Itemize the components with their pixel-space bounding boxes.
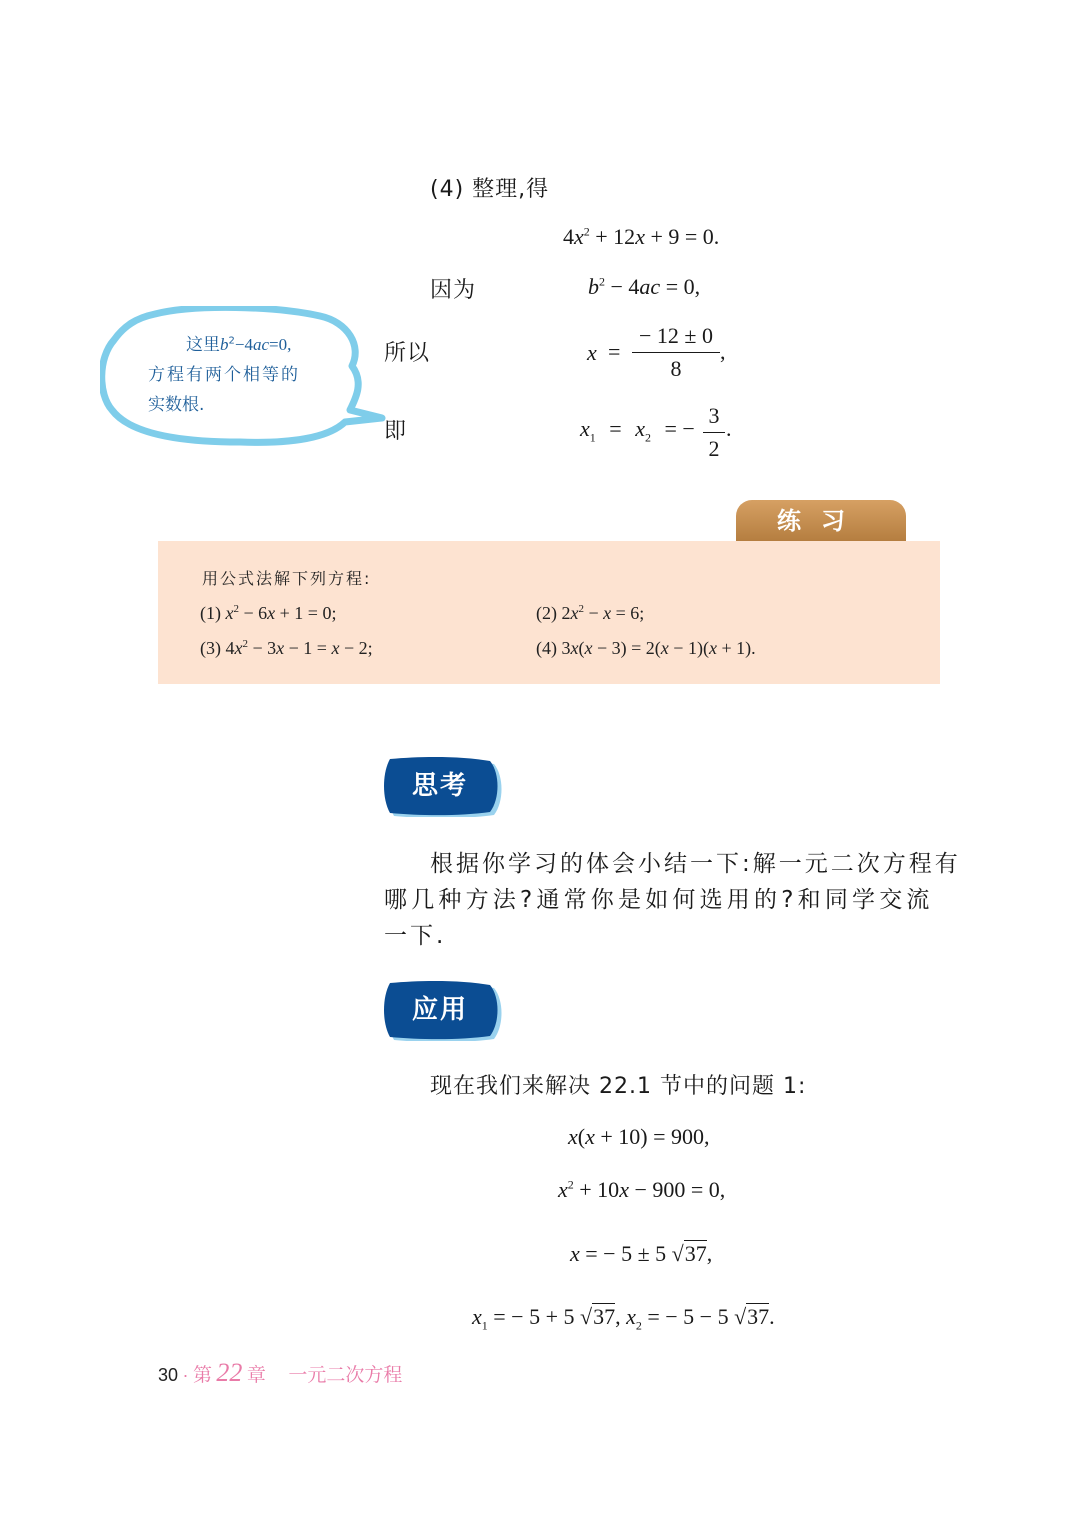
bubble-line-2: 方程有两个相等的: [148, 365, 300, 385]
quadratic-fraction: [632, 323, 720, 382]
ie-label: 即: [384, 419, 408, 444]
step4-heading: (4) 整理,得: [430, 177, 550, 202]
apply-intro: 现在我们来解决 22.1 节中的问题 1:: [430, 1074, 807, 1099]
apply-equation-4: $x_1$ = − 5 + 5 √37, $x_2$ = − 5 − 5 √37.: [472, 1304, 775, 1333]
fraction-denominator: 8: [670, 356, 682, 381]
practice-instruction: 用公式法解下列方程:: [202, 569, 372, 588]
chapter-title: 一元二次方程: [288, 1364, 403, 1386]
comma: ,: [720, 339, 726, 364]
bubble-line-3: 实数根.: [148, 395, 205, 415]
chapter-prefix: 第: [192, 1364, 212, 1386]
chapter-suffix: 章: [246, 1364, 266, 1386]
practice-item-1: (1) $x^2 - 6x + 1 = 0$;: [200, 603, 337, 623]
fraction-numerator: − 12 ± 0: [639, 323, 713, 348]
think-line-2: 哪几种方法?通常你是如何选用的?和同学交流: [384, 887, 934, 913]
so-label: 所以: [384, 341, 431, 366]
because-label: 因为: [430, 278, 477, 303]
practice-tab: 练习: [736, 500, 906, 542]
think-badge-label: 思考: [411, 771, 468, 801]
x-symbol: x: [587, 340, 597, 365]
sqrt-sign: √: [671, 1241, 684, 1266]
practice-item-3: (3) $4x^2 - 3x - 1 = x - 2$;: [200, 638, 373, 658]
apply-equation-3: x = − 5 ± 5 √37,: [570, 1241, 713, 1266]
roots-equation: $x_1 = x_2$ = −: [580, 416, 695, 445]
practice-item-4: (4) 3x(x − 3) = 2(x − 1)(x + 1).: [536, 638, 756, 658]
equals-sign: =: [608, 339, 621, 364]
think-line-3: 一下.: [384, 923, 447, 949]
think-badge: [382, 755, 502, 817]
roots-fraction: 3 2: [703, 403, 725, 462]
practice-item-2: (2) $2x^2 - x = 6$;: [536, 603, 645, 623]
apply-equation-1: x(x + 10) = 900,: [568, 1124, 710, 1149]
speech-bubble: [100, 306, 390, 451]
bubble-line-1: 这里$b^2-4ac=0$,: [186, 335, 292, 355]
chapter-number: 22: [216, 1358, 243, 1387]
period: .: [726, 416, 732, 441]
apply-badge: [382, 979, 502, 1041]
equation-1: $4x^2 + 12x + 9 = 0$.: [563, 224, 720, 249]
apply-equation-2: $x^2 + 10x - 900 = 0$,: [558, 1177, 726, 1202]
page-number: 30: [158, 1365, 179, 1385]
discriminant-equation: $b^2 - 4ac = 0$,: [588, 274, 701, 299]
practice-box: [158, 541, 940, 684]
footer-dot: ·: [182, 1365, 189, 1385]
think-line-1: 根据你学习的体会小结一下:解一元二次方程有: [430, 851, 961, 877]
page-footer: [158, 1358, 402, 1388]
apply-badge-label: 应用: [411, 995, 468, 1025]
